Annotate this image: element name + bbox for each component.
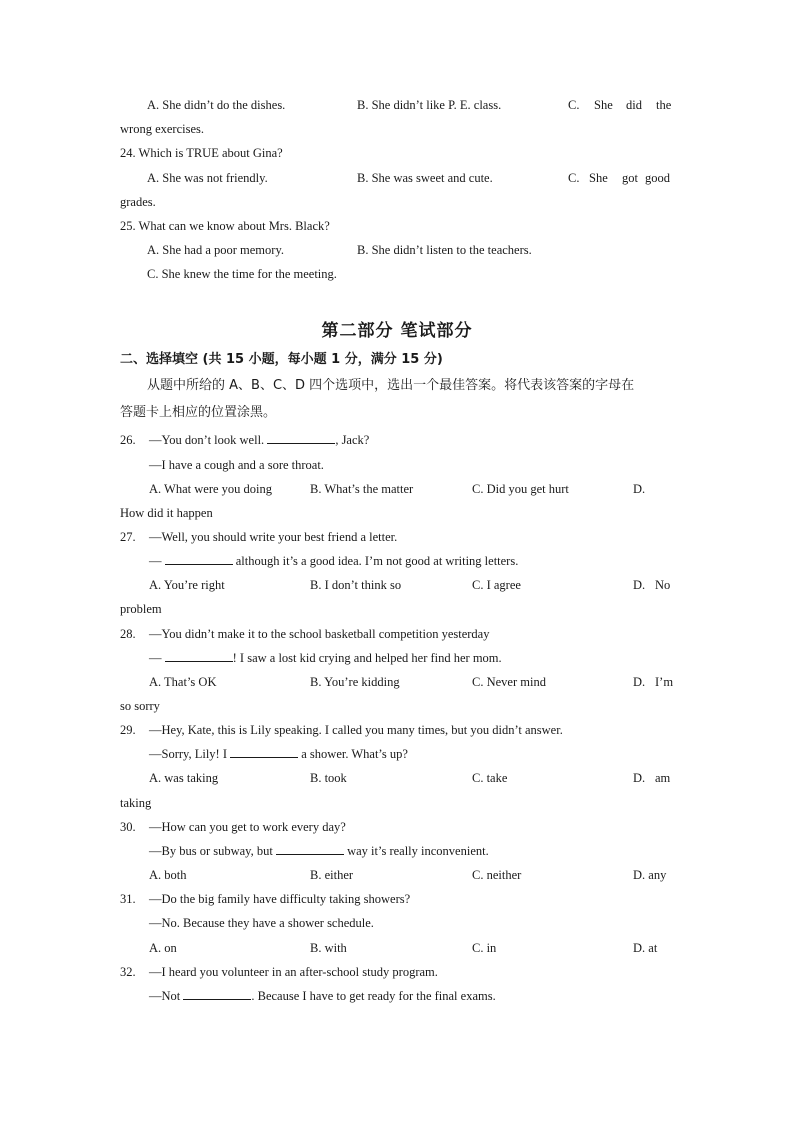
q23-option-c-word2: She	[594, 98, 613, 112]
q27-line1: —Well, you should write your best friend a letter.	[149, 530, 398, 544]
q27-option-c: C. I agree	[472, 578, 521, 592]
q31-option-a: A. on	[149, 941, 177, 955]
q27-line2-dash: —	[149, 554, 162, 568]
q26-option-a: A. What were you doing	[149, 482, 273, 496]
q28-line1: —You didn’t make it to the school basketball competition yesterday	[149, 627, 490, 641]
q23-option-b: B. She didn’t like P. E. class.	[357, 98, 502, 112]
q28-option-d-word1: D.	[633, 675, 646, 689]
q23-option-a: A. She didn’t do the dishes.	[147, 98, 286, 112]
q30-blank	[276, 843, 344, 855]
q28-blank	[165, 650, 233, 662]
q25-stem: 25. What can we know about Mrs. Black?	[120, 219, 330, 233]
q31-option-d: D. at	[633, 941, 658, 955]
q27-option-a: A. You’re right	[149, 578, 225, 592]
q29-blank	[230, 746, 298, 758]
q24-option-c-wrap: grades.	[120, 195, 156, 209]
q25-option-c: C. She knew the time for the meeting.	[147, 267, 337, 281]
q28-option-c: C. Never mind	[472, 675, 546, 689]
q31-number: 31.	[120, 892, 136, 906]
q24-option-c-word2: She	[589, 171, 608, 185]
q32-line1: —I heard you volunteer in an after-school study program.	[149, 965, 438, 979]
q24-option-c-word3: got	[622, 171, 638, 185]
q31-option-b: B. with	[310, 941, 347, 955]
q26-blank	[267, 432, 335, 444]
q30-option-a: A. both	[149, 868, 187, 882]
q29-line2-text-a: —Sorry, Lily! I	[149, 747, 227, 761]
q28-option-d-wrap: so sorry	[120, 699, 160, 713]
q26-option-d-wrap: How did it happen	[120, 506, 213, 520]
q23-option-c-word1: C.	[568, 98, 580, 112]
q29-line2-text-b: a shower. What’s up?	[301, 747, 408, 761]
q30-option-c: C. neither	[472, 868, 522, 882]
q23-option-c-word4: the	[656, 98, 672, 112]
q27-line2-text: although it’s a good idea. I’m not good at writing letters.	[235, 554, 519, 568]
q25-option-a: A. She had a poor memory.	[147, 243, 285, 257]
q26-line1-text-b: , Jack?	[335, 433, 370, 447]
section-instructions-line1: 从题中所给的 A、B、C、D 四个选项中，选出一个最佳答案。将代表该答案的字母在	[147, 378, 635, 393]
q28-line2-text: ! I saw a lost kid crying and helped her find her mom.	[232, 651, 502, 665]
q23-option-c-wrap: wrong exercises.	[120, 122, 204, 136]
q30-line2-text-a: —By bus or subway, but	[149, 844, 273, 858]
q30-line1: —How can you get to work every day?	[149, 820, 346, 834]
q29-option-d-word2: am	[655, 771, 671, 785]
q24-option-a: A. She was not friendly.	[147, 171, 268, 185]
q27-blank	[165, 553, 233, 565]
q27-number: 27.	[120, 530, 136, 544]
q28-line2-dash: —	[149, 651, 162, 665]
q30-line2	[149, 843, 489, 859]
q29-option-a: A. was taking	[149, 771, 219, 785]
q31-line1: —Do the big family have difficulty taking showers?	[149, 892, 411, 906]
q27-option-d-word1: D.	[633, 578, 646, 592]
q29-option-d-wrap: taking	[120, 796, 152, 810]
q27-option-b: B. I don’t think so	[310, 578, 402, 592]
section-heading: 二、选择填空 (共 15 小题，每小题 1 分，满分 15 分)	[120, 352, 443, 367]
q24-option-c-word1: C.	[568, 171, 580, 185]
q31-option-c: C. in	[472, 941, 497, 955]
q29-line1: —Hey, Kate, this is Lily speaking. I called you many times, but you didn’t answer.	[149, 723, 563, 737]
q29-line2	[149, 746, 408, 762]
q27-option-d-word2: No	[655, 578, 671, 592]
q30-line2-text-b: way it’s really inconvenient.	[347, 844, 489, 858]
q26-line1	[149, 432, 369, 448]
q32-line2-text-a: —Not	[149, 989, 181, 1003]
q25-option-b: B. She didn’t listen to the teachers.	[357, 243, 532, 257]
q27-line2	[149, 553, 518, 569]
q28-option-d-word2: I’m	[655, 675, 674, 689]
section-instructions-line2: 答题卡上相应的位置涂黑。	[120, 405, 277, 420]
q23-option-c-word3: did	[626, 98, 642, 112]
q24-option-b: B. She was sweet and cute.	[357, 171, 493, 185]
part-title: 第二部分 笔试部分	[321, 321, 473, 341]
q26-option-d: D.	[633, 482, 646, 496]
q30-option-b: B. either	[310, 868, 354, 882]
q31-line2: —No. Because they have a shower schedule.	[149, 916, 374, 930]
q30-option-d: D. any	[633, 868, 667, 882]
q28-number: 28.	[120, 627, 136, 641]
q26-number: 26.	[120, 433, 136, 447]
q32-line2	[149, 988, 496, 1004]
q29-option-d-word1: D.	[633, 771, 646, 785]
q26-line1-text-a: —You don’t look well.	[149, 433, 265, 447]
q28-option-b: B. You’re kidding	[310, 675, 400, 689]
q30-number: 30.	[120, 820, 136, 834]
q26-option-b: B. What’s the matter	[310, 482, 414, 496]
q29-number: 29.	[120, 723, 136, 737]
q28-option-a: A. That’s OK	[149, 675, 217, 689]
q32-number: 32.	[120, 965, 136, 979]
q29-option-c: C. take	[472, 771, 508, 785]
q26-option-c: C. Did you get hurt	[472, 482, 569, 496]
q32-line2-text-b: . Because I have to get ready for the final exams.	[251, 989, 496, 1003]
q28-line2	[149, 650, 502, 666]
q27-option-d-wrap: problem	[120, 602, 162, 616]
q29-option-b: B. took	[310, 771, 347, 785]
q24-stem: 24. Which is TRUE about Gina?	[120, 146, 283, 160]
q24-option-c-word4: good	[645, 171, 670, 185]
q32-blank	[183, 988, 251, 1000]
q26-line2: —I have a cough and a sore throat.	[149, 458, 324, 472]
